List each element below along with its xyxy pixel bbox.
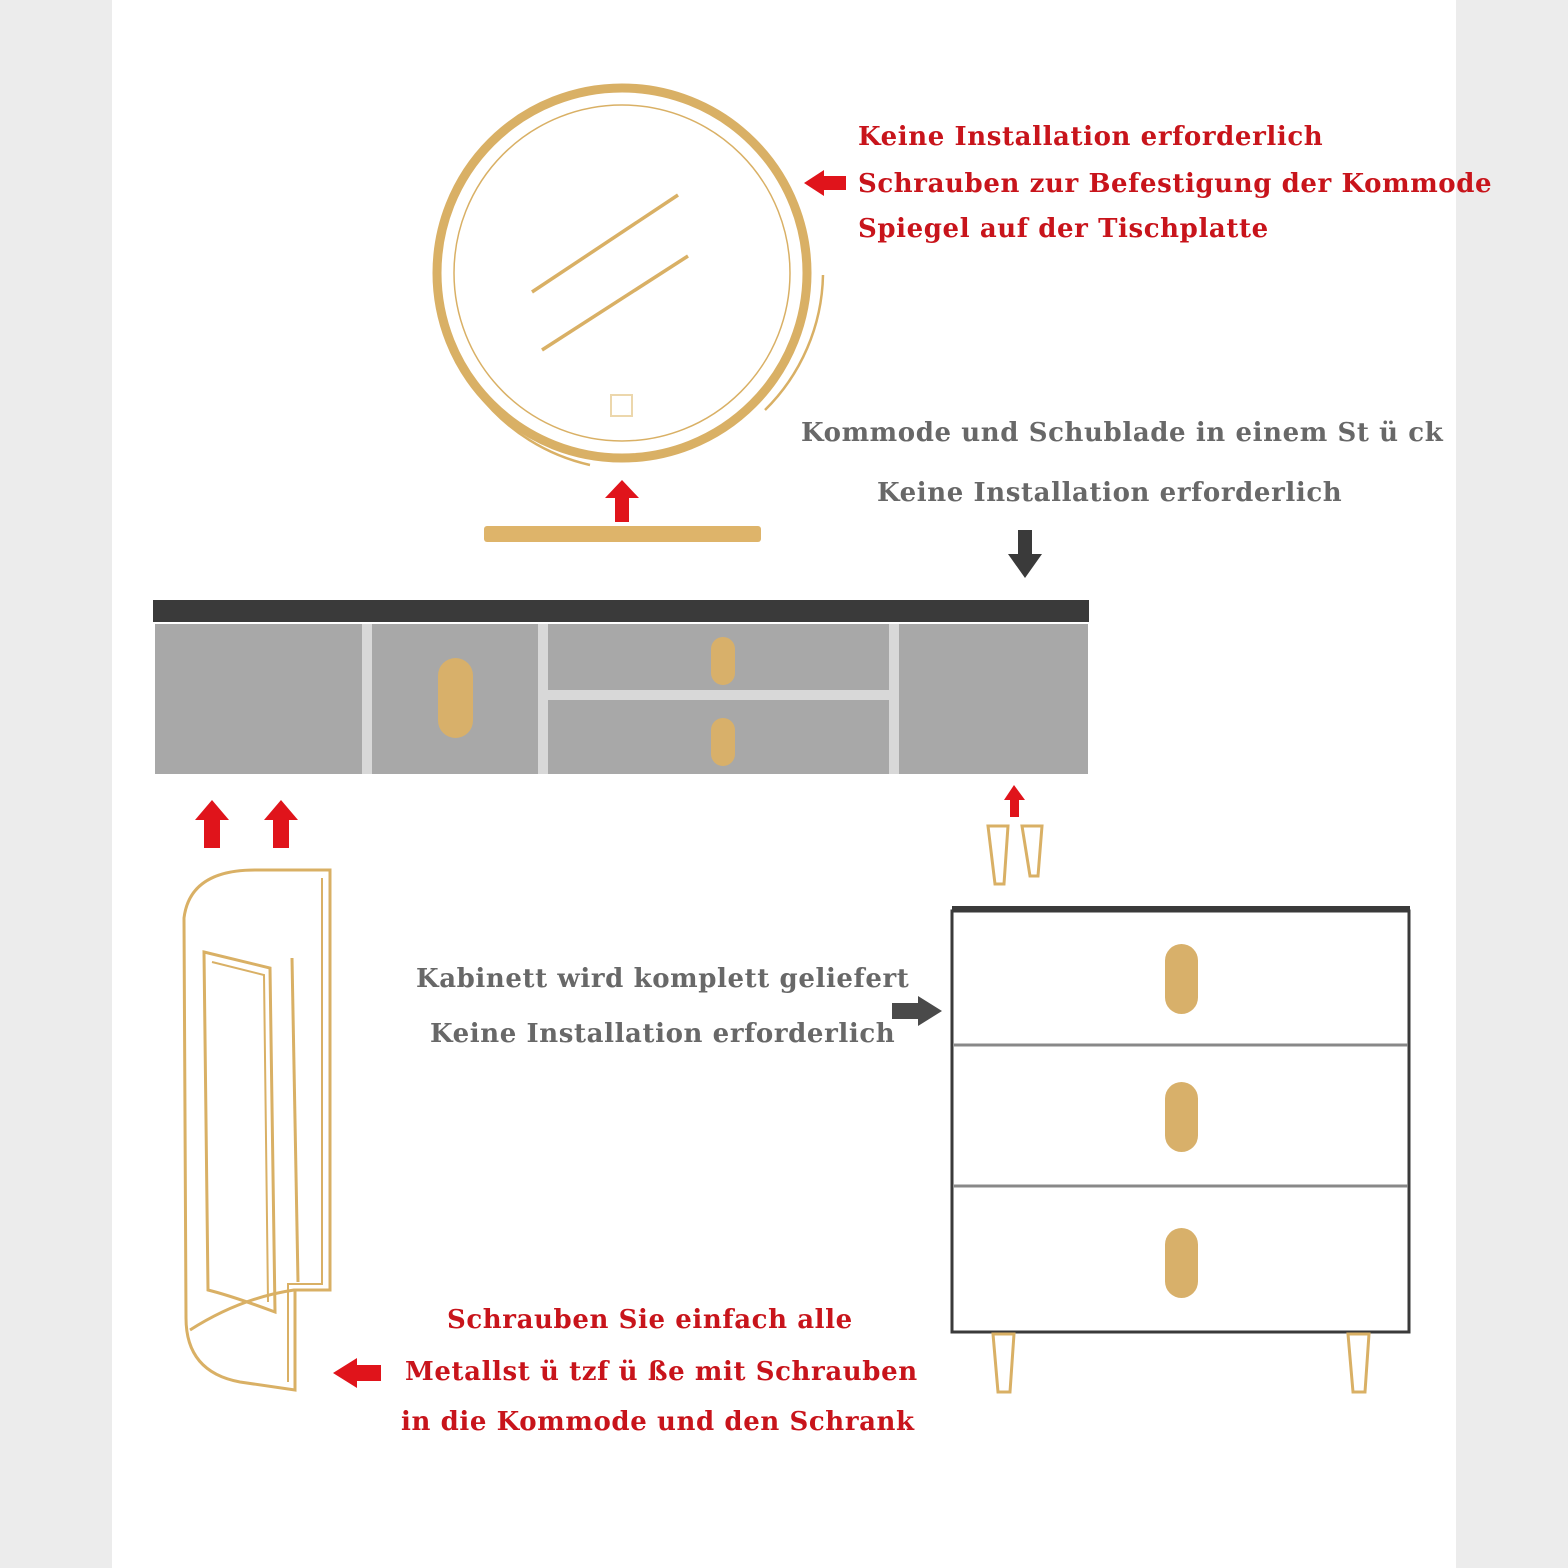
dresser-top-unit	[153, 600, 1089, 774]
red-arrow-up-icon	[605, 480, 639, 522]
curved-metal-leg	[184, 870, 330, 1390]
red-arrow-up-icon	[1004, 785, 1025, 817]
mirror-note-line3: Spiegel auf der Tischplatte	[858, 214, 1269, 244]
dresser-divider	[538, 624, 548, 774]
drawer-handle	[711, 718, 735, 766]
cabinet-note-line1: Kabinett wird komplett geliefert	[416, 964, 910, 994]
mirror-stand-arc-left	[438, 265, 590, 465]
red-arrow-left-icon	[804, 170, 846, 196]
dresser-divider	[362, 624, 372, 774]
mirror-note-line1: Keine Installation erforderlich	[858, 122, 1324, 152]
red-arrow-up-icon	[264, 800, 298, 848]
drawer-divider	[548, 690, 889, 700]
drawer-cabinet	[952, 906, 1410, 1392]
dresser-note-line1: Kommode und Schublade in einem St ü ck	[801, 418, 1444, 448]
dresser-divider	[889, 624, 899, 774]
gray-arrow-right-icon	[892, 996, 942, 1026]
drawer-handle	[1165, 944, 1198, 1014]
door-handle	[438, 658, 473, 738]
mirror-base	[484, 526, 761, 542]
legs-note-line3: in die Kommode und den Schrank	[401, 1407, 915, 1437]
cabinet-leg	[993, 1334, 1014, 1392]
legs-note-line2: Metallst ü tzf ü ße mit Schrauben	[405, 1357, 918, 1387]
legs-note-line1: Schrauben Sie einfach alle	[447, 1305, 853, 1335]
mirror-note-line2: Schrauben zur Befestigung der Kommode	[858, 169, 1493, 199]
mirror-frame-ring	[437, 88, 807, 458]
mirror-inner-ring	[454, 105, 790, 441]
touch-switch-icon	[611, 395, 632, 416]
round-mirror	[437, 88, 823, 542]
dresser-note-line2: Keine Installation erforderlich	[877, 478, 1343, 508]
tapered-leg-pair	[988, 826, 1042, 884]
red-arrow-left-icon	[333, 1358, 381, 1388]
table-top	[153, 600, 1089, 622]
gray-arrow-down-icon	[1008, 530, 1042, 578]
drawer-handle	[711, 637, 735, 685]
drawer-handle	[1165, 1082, 1198, 1152]
cabinet-leg	[1348, 1334, 1369, 1392]
cabinet-note-line2: Keine Installation erforderlich	[430, 1019, 896, 1049]
drawer-handle	[1165, 1228, 1198, 1298]
red-arrow-up-icon	[195, 800, 229, 848]
